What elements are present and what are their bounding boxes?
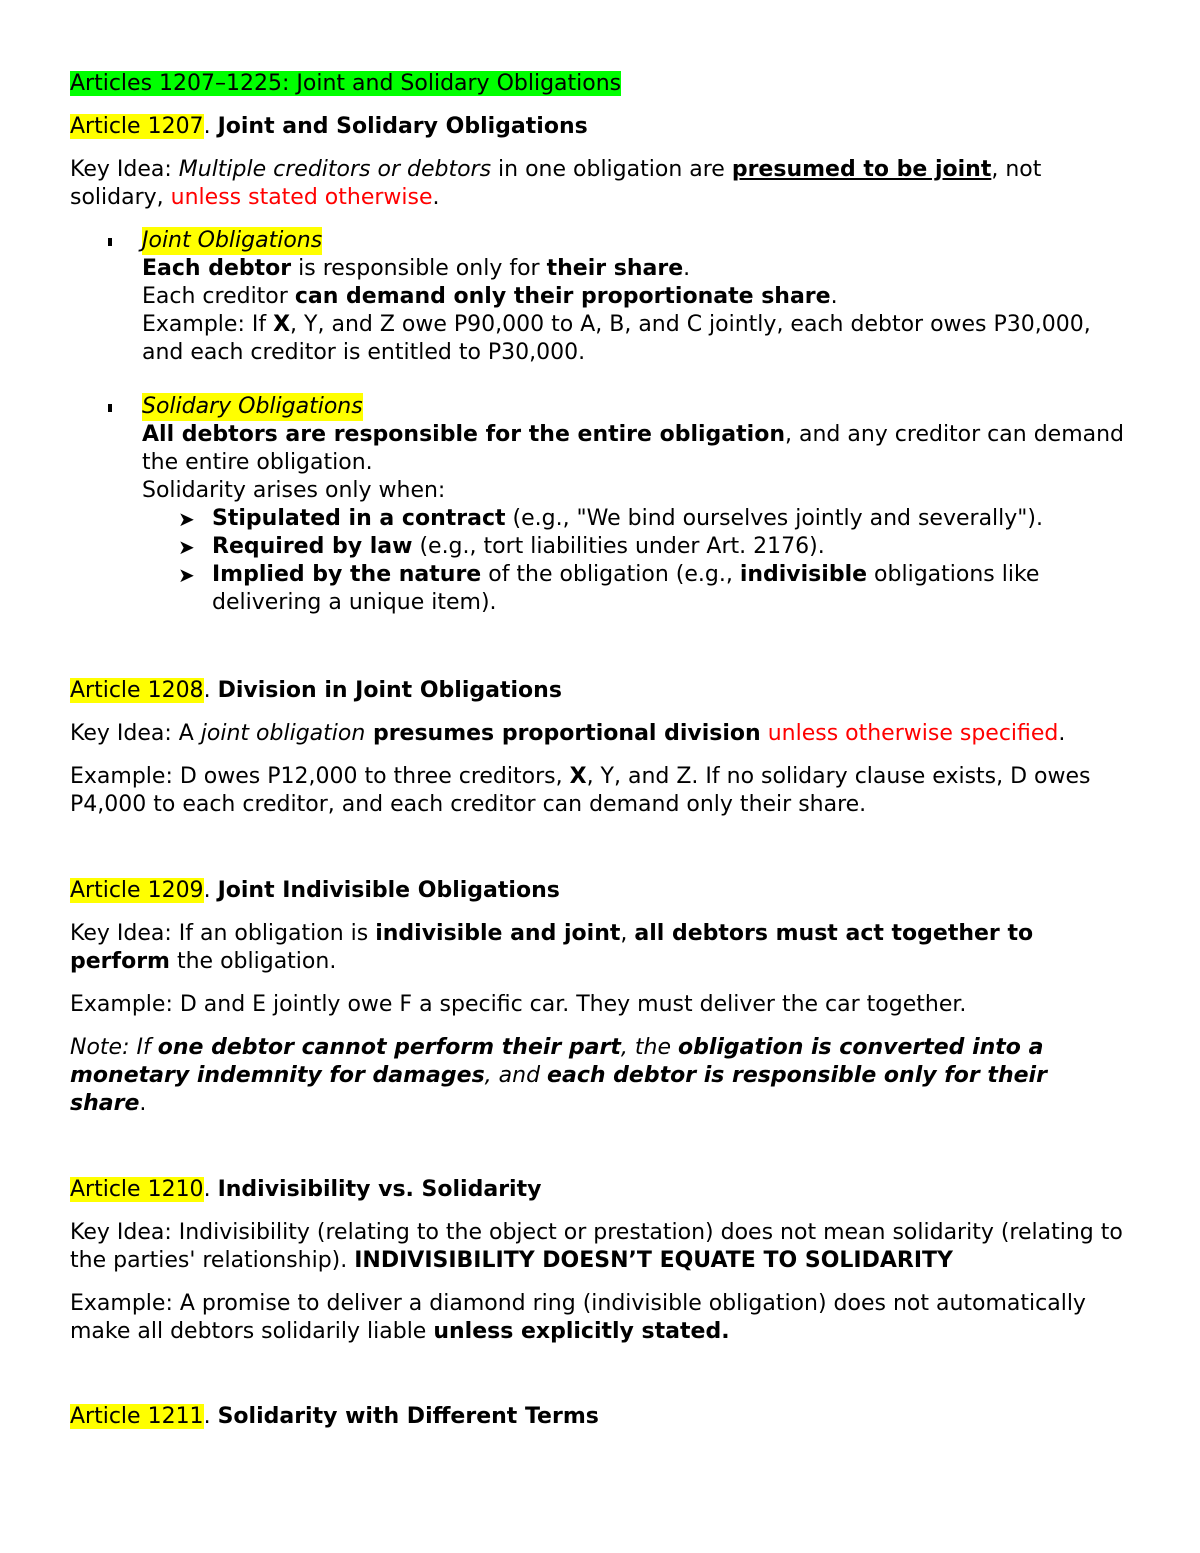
- text: Example: A promise to deliver a diamond ring (indivisible obligation) does not automatically make all debtors solidarily liable: [70, 1291, 1086, 1344]
- article-number: Article 1207: [70, 114, 204, 139]
- article-1209-note: Note: If one debtor cannot perform their part, the obligation is converted into a monetary indemnity for damages, and each debtor is responsible only for their share.: [70, 1035, 1047, 1116]
- arrow-list-item: [70, 533, 1130, 561]
- text: (e.g., "We bind ourselves jointly and severally").: [505, 506, 1043, 531]
- arrow-list-item: [70, 561, 1130, 617]
- document-title-text: Articles 1207–1225: Joint and Solidary Obligations: [70, 71, 622, 96]
- article-1210-key-idea: [70, 1219, 1130, 1275]
- document-page: [70, 70, 1130, 1431]
- text: , Y, and Z owe P90,000 to A, B, and C jointly, each debtor owes P30,000, and each creditor is entitled to P30,000.: [142, 312, 1091, 365]
- article-number: Article 1210: [70, 1177, 204, 1202]
- bold-text: indivisible: [739, 562, 868, 587]
- bullet-line: [142, 311, 1130, 367]
- article-number: Article 1211: [70, 1404, 204, 1429]
- key-idea-italic: Multiple creditors or debtors: [178, 157, 492, 182]
- joint-obligations-bullet: [70, 227, 1130, 367]
- bold-text: Stipulated in a contract: [212, 506, 506, 531]
- article-number: Article 1208: [70, 678, 204, 703]
- text: obligations like delivering a unique item).: [212, 562, 1040, 615]
- key-idea-text-2: , not solidary,: [70, 157, 1042, 210]
- arrow-bullet-icon: ➤: [178, 507, 195, 531]
- bold-text: Required by law: [212, 534, 413, 559]
- key-idea-label: Key Idea: If an obligation is: [70, 921, 376, 946]
- article-title: Solidarity with Different Terms: [217, 1404, 599, 1429]
- bullet-line: Solidarity arises only when:: [142, 478, 446, 503]
- square-bullet-icon: [108, 404, 112, 412]
- text: Key Idea: Indivisibility (relating to the object or prestation) does not mean solidarity (relating to the parties' relationship).: [70, 1220, 1123, 1273]
- text: , Y, and Z. If no solidary clause exists, D owes P4,000 to each creditor, and each creditor can demand only their share.: [70, 764, 1091, 817]
- solidary-obligations-bullet: [70, 393, 1130, 505]
- key-idea-label: Key Idea:: [70, 157, 179, 182]
- bold-text: X: [273, 312, 291, 337]
- text: of the obligation (e.g.,: [481, 562, 740, 587]
- bold-text: X: [569, 764, 587, 789]
- bold-text: INDIVISIBILITY DOESN’T EQUATE TO SOLIDARITY: [354, 1248, 953, 1273]
- bold-text: obligation is converted into a monetary indemnity for damages: [70, 1035, 1044, 1088]
- bold-text: Each debtor: [142, 256, 292, 281]
- document-title: [70, 70, 1130, 98]
- article-1207-key-idea: Key Idea: Multiple creditors or debtors in one obligation are presumed to be joint, not solidary, unless stated otherwise.: [70, 157, 1042, 210]
- arrow-list-item: [70, 505, 1130, 533]
- bullet-line: Each debtor is responsible only for their share.: [142, 256, 691, 281]
- article-title: Division in Joint Obligations: [217, 678, 562, 703]
- bullet-label: Joint Obligations: [142, 228, 323, 253]
- arrow-bullet-icon: ➤: [178, 563, 195, 587]
- bold-text: Implied by the nature: [212, 562, 482, 587]
- bullet-line: Each creditor can demand only their proportionate share.: [142, 284, 838, 309]
- article-1208-key-idea: Key Idea: A joint obligation presumes proportional division unless otherwise specified.: [70, 721, 1066, 746]
- bold-text: indivisible and joint: [375, 921, 621, 946]
- article-title: Joint Indivisible Obligations: [217, 878, 560, 903]
- article-title: Indivisibility vs. Solidarity: [217, 1177, 542, 1202]
- article-number: Article 1209: [70, 878, 204, 903]
- text: , the: [620, 1035, 678, 1060]
- article-1208-example: [70, 763, 1130, 819]
- article-1207-heading: Article 1207. Joint and Solidary Obligations: [70, 114, 588, 139]
- square-bullet-icon: [108, 238, 112, 246]
- article-1209-heading: Article 1209. Joint Indivisible Obligations: [70, 878, 560, 903]
- key-idea-text: in one obligation are: [491, 157, 732, 182]
- article-1210-heading: Article 1210. Indivisibility vs. Solidarity: [70, 1177, 542, 1202]
- key-idea-emphasis: presumed to be joint: [731, 157, 992, 182]
- bold-text: All debtors are responsible for the entire obligation: [142, 422, 785, 447]
- text: Example: If: [142, 312, 274, 337]
- article-title: Joint and Solidary Obligations: [217, 114, 588, 139]
- article-1210-example: [70, 1290, 1130, 1346]
- article-1209-key-idea: [70, 920, 1130, 976]
- bullet-line: [142, 421, 1130, 477]
- text: Example: D owes P12,000 to three creditors,: [70, 764, 570, 789]
- text: is responsible only for: [291, 256, 547, 281]
- bold-text: each debtor is responsible only for their share: [70, 1063, 1047, 1116]
- bullet-label: Solidary Obligations: [142, 394, 363, 419]
- text: ,: [620, 921, 635, 946]
- key-idea-red: unless otherwise specified: [767, 721, 1059, 746]
- key-idea-emphasis: presumes proportional division: [365, 721, 761, 746]
- key-idea-red: unless stated otherwise: [170, 185, 433, 210]
- article-1209-example: Example: D and E jointly owe F a specific car. They must deliver the car together.: [70, 992, 967, 1017]
- text: , and any creditor can demand the entire obligation.: [142, 422, 1125, 475]
- text: Each creditor: [142, 284, 295, 309]
- bold-text: their share: [546, 256, 684, 281]
- article-1208-heading: Article 1208. Division in Joint Obligations: [70, 678, 562, 703]
- bold-text: all debtors must act together to perform: [70, 921, 1034, 974]
- bold-text: can demand only their proportionate share: [294, 284, 831, 309]
- text: , and: [484, 1063, 548, 1088]
- key-idea-label: Key Idea: A: [70, 721, 201, 746]
- text: Note: If: [70, 1035, 158, 1060]
- key-idea-italic: joint obligation: [200, 721, 366, 746]
- text: (e.g., tort liabilities under Art. 2176).: [412, 534, 825, 559]
- bold-text: unless explicitly stated.: [433, 1319, 730, 1344]
- article-1211-heading: Article 1211. Solidarity with Different Terms: [70, 1404, 599, 1429]
- arrow-bullet-icon: ➤: [178, 535, 195, 559]
- bold-text: one debtor cannot perform their part: [157, 1035, 621, 1060]
- text: the obligation.: [169, 949, 337, 974]
